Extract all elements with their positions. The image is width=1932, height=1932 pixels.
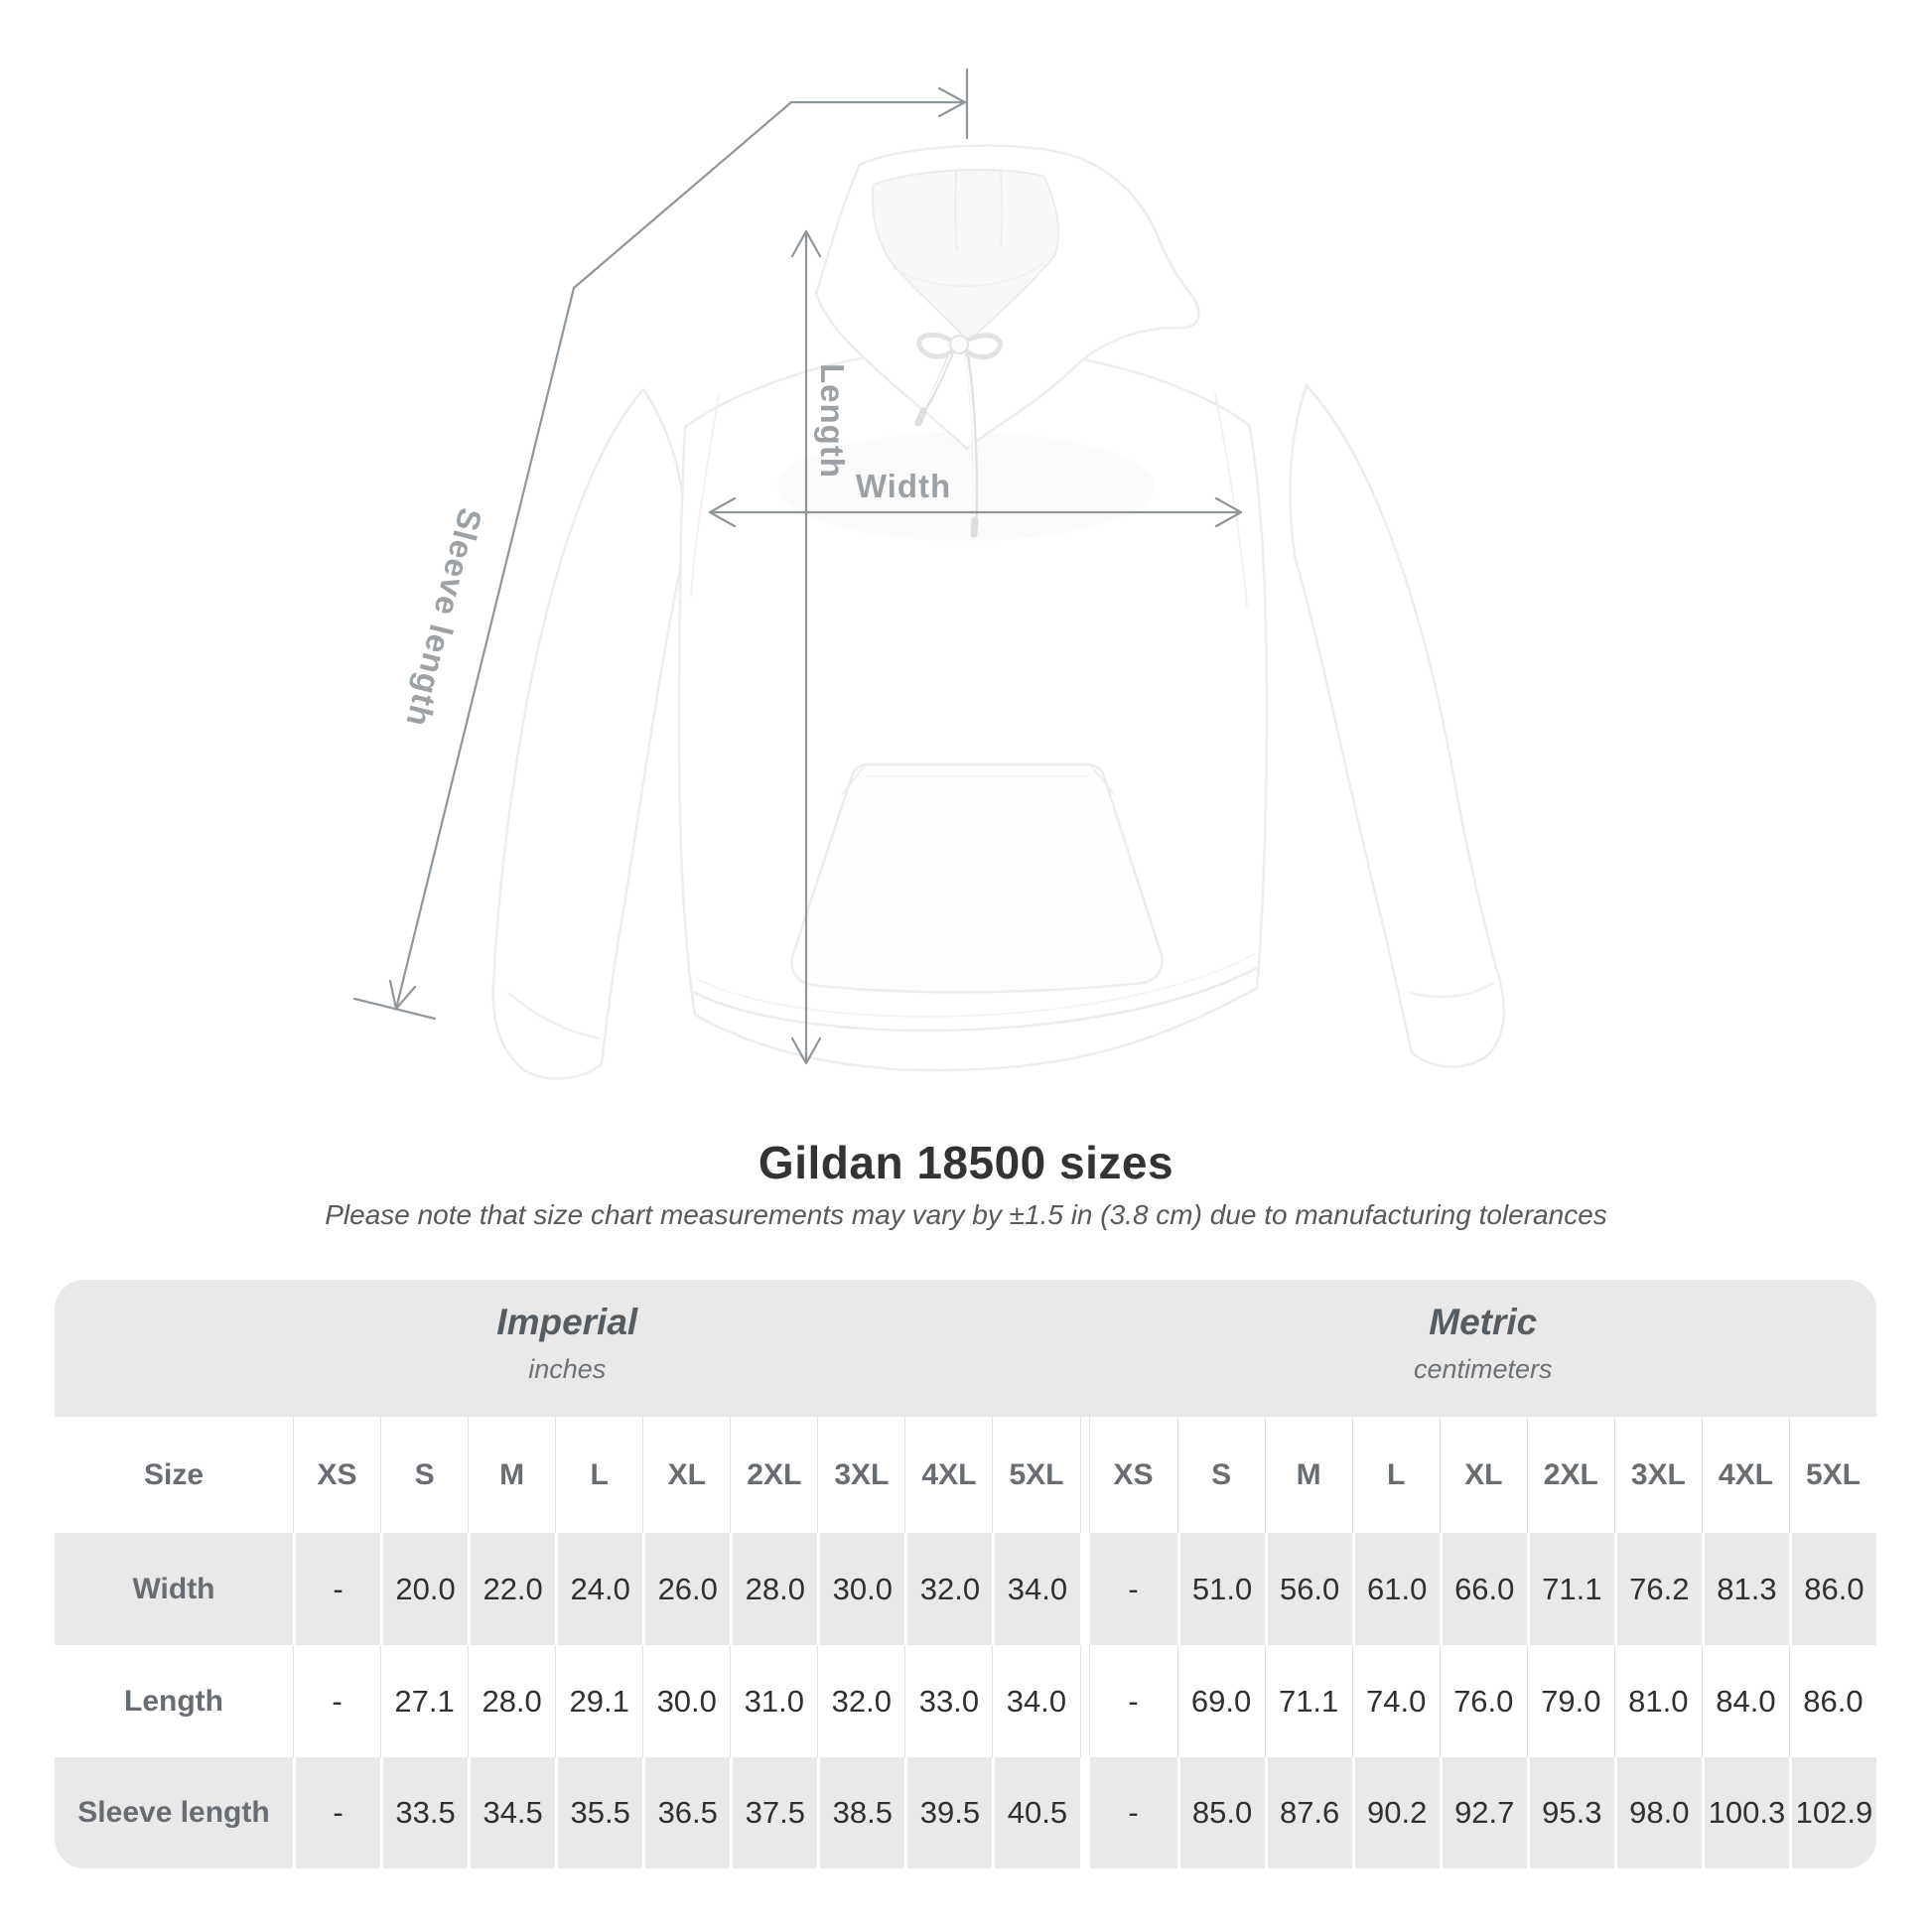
value-cell: 85.0 [1177,1757,1265,1868]
value-cell: 66.0 [1440,1533,1527,1645]
hoodie-illustration [493,146,1504,1079]
value-cell: 38.5 [817,1757,904,1868]
column-gap [1080,1645,1090,1757]
left-sleeve [493,389,685,1079]
unit-group-imperial [55,1280,1080,1417]
value-cell: 81.3 [1702,1533,1789,1645]
value-cell: 31.0 [730,1645,817,1757]
value-cell: 95.3 [1527,1757,1614,1868]
value-cell: 92.7 [1440,1757,1527,1868]
value-cell: 61.0 [1352,1533,1440,1645]
sleeve-length-label: Sleeve length [399,504,489,732]
size-header-cell: L [555,1417,642,1533]
size-header-cell: 2XL [1527,1417,1614,1533]
value-cell: 102.9 [1789,1757,1876,1868]
value-cell: 76.0 [1440,1645,1527,1757]
width-label: Width [855,468,952,504]
size-header-cell: XS [1113,1457,1154,1491]
size-header-cell: 3XL [817,1417,904,1533]
value-cell: 71.1 [1265,1645,1352,1757]
value-cell: 40.5 [992,1757,1079,1868]
value-cell: 98.0 [1614,1757,1702,1868]
value-cell: 81.0 [1614,1645,1702,1757]
size-header-cell: 2XL [730,1417,817,1533]
size-header-cell: 4XL [904,1417,992,1533]
value-cell: 30.0 [642,1645,730,1757]
value-cell: 86.0 [1789,1533,1876,1645]
value-cell: 28.0 [730,1533,817,1645]
length-label: Length [814,363,851,479]
value-cell: 29.1 [555,1645,642,1757]
size-header-cell: 4XL [1702,1417,1789,1533]
value-cell: - [1090,1533,1177,1645]
column-gap [1080,1533,1090,1645]
row-label: Width [55,1533,293,1645]
value-cell: 24.0 [555,1533,642,1645]
value-cell: 56.0 [1265,1533,1352,1645]
pocket-shape [791,764,1162,992]
value-cell: 74.0 [1352,1645,1440,1757]
column-gap [1080,1417,1090,1533]
value-cell: 30.0 [817,1533,904,1645]
value-cell: 36.5 [642,1757,730,1868]
value-cell: 69.0 [1177,1645,1265,1757]
size-header-cell: M [468,1417,555,1533]
value-cell: 26.0 [642,1533,730,1645]
value-cell: - [293,1533,380,1645]
value-cell: 34.0 [992,1645,1079,1757]
value-cell: 71.1 [1527,1533,1614,1645]
drawstring-knot [950,336,968,353]
value-cell: 34.0 [992,1533,1079,1645]
value-cell: 51.0 [1177,1533,1265,1645]
value-cell: 39.5 [904,1757,992,1868]
value-cell: - [1090,1757,1177,1868]
value-cell: 33.0 [904,1645,992,1757]
row-label: Sleeve length [55,1757,293,1868]
value-cell: 100.3 [1702,1757,1789,1868]
size-header-cell: XL [1440,1417,1527,1533]
size-header-cell: L [1352,1417,1440,1533]
size-column-header: Size [143,1457,205,1491]
value-cell: - [293,1645,380,1757]
unit-band-gap [1080,1280,1090,1417]
value-cell: 20.0 [380,1533,468,1645]
value-cell: - [1128,1683,1139,1719]
size-header-cell: XL [642,1417,730,1533]
size-header-cell: 5XL [992,1417,1079,1533]
unit-label-imperial: Imperial [496,1301,638,1342]
size-header-cell: S [380,1417,468,1533]
value-cell: 33.5 [380,1757,468,1868]
right-sleeve [1291,385,1504,1067]
size-table [55,1280,1876,1868]
value-cell: 90.2 [1352,1757,1440,1868]
unit-sublabel-metric: centimeters [1413,1353,1553,1384]
value-cell: 86.0 [1789,1645,1876,1757]
value-cell: 35.5 [555,1757,642,1868]
unit-label-metric: Metric [1429,1301,1538,1342]
value-cell: 79.0 [1527,1645,1614,1757]
unit-group-metric [1090,1280,1877,1417]
value-cell: 32.0 [817,1645,904,1757]
kangaroo-pocket [791,764,1162,992]
size-header-cell: M [1265,1417,1352,1533]
value-cell: 84.0 [1702,1645,1789,1757]
size-header-cell: 3XL [1614,1417,1702,1533]
value-cell: 32.0 [904,1533,992,1645]
size-header-cell: XS [293,1417,380,1533]
value-cell: 76.2 [1614,1533,1702,1645]
value-cell: 87.6 [1265,1757,1352,1868]
unit-sublabel-imperial: inches [528,1353,607,1384]
value-cell: 27.1 [380,1645,468,1757]
row-label: Length [124,1684,223,1718]
page-title: Gildan 18500 sizes [758,1137,1174,1188]
value-cell: 28.0 [468,1645,555,1757]
value-cell: 22.0 [468,1533,555,1645]
drawstring-aglet-short [918,411,923,423]
column-gap [1080,1757,1090,1868]
value-cell: 37.5 [730,1757,817,1868]
drawstring-aglet-long [974,520,975,534]
value-cell: - [293,1757,380,1868]
page-subtitle: Please note that size chart measurements may vary by ±1.5 in (3.8 cm) due to manufacturing tolerances [325,1199,1607,1230]
size-header-cell: S [1177,1417,1265,1533]
value-cell: 34.5 [468,1757,555,1868]
size-header-cell: 5XL [1789,1417,1876,1533]
